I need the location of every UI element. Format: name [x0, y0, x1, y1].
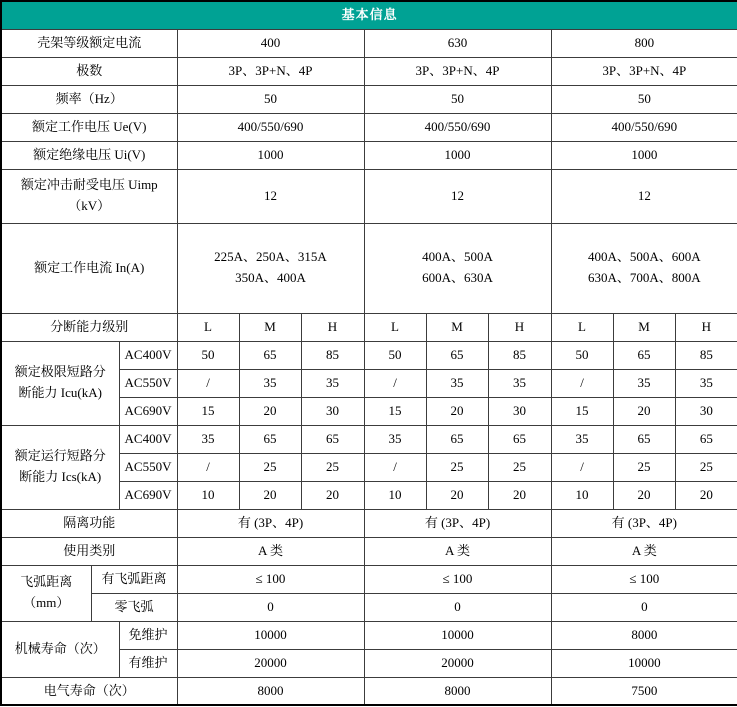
- sub-label-icu-ac550v: AC550V: [119, 369, 177, 397]
- table-cell: M: [239, 313, 301, 341]
- table-cell: 20: [613, 397, 675, 425]
- table-cell: /: [551, 369, 613, 397]
- table-cell: 20: [301, 481, 364, 509]
- table-cell: 85: [675, 341, 737, 369]
- table-cell: 50: [364, 85, 551, 113]
- table-cell: 3P、3P+N、4P: [551, 57, 737, 85]
- table-cell: 有 (3P、4P): [551, 509, 737, 537]
- table-row: [1, 313, 737, 341]
- table-row: [1, 85, 737, 113]
- table-row: [1, 57, 737, 85]
- table-row: [1, 341, 737, 369]
- row-label-uimp: [1, 169, 177, 223]
- row-label-frequency: 频率（Hz）: [1, 85, 177, 113]
- table-cell: 25: [239, 453, 301, 481]
- table-cell: 50: [551, 85, 737, 113]
- row-label-arc-line2: （mm）: [23, 595, 70, 610]
- table-cell: 65: [488, 425, 551, 453]
- table-cell: 35: [613, 369, 675, 397]
- table-cell: 10: [177, 481, 239, 509]
- table-cell: 20: [675, 481, 737, 509]
- table-cell: 50: [177, 341, 239, 369]
- table-cell: 20: [239, 397, 301, 425]
- sub-label-ics-ac690v: AC690V: [119, 481, 177, 509]
- table-cell: 85: [301, 341, 364, 369]
- row-label-usage-category: 使用类别: [1, 537, 177, 565]
- table-title: 基本信息: [1, 1, 737, 29]
- row-label-icu-line2: 断能力 Icu(kA): [18, 385, 102, 400]
- table-cell: 35: [426, 369, 488, 397]
- table-cell: [551, 223, 737, 313]
- table-row: [1, 677, 737, 705]
- table-cell: 有 (3P、4P): [177, 509, 364, 537]
- in-current-col2-line2: 600A、630A: [422, 270, 493, 285]
- table-cell: 35: [488, 369, 551, 397]
- sub-label-maintenance-free: 免维护: [119, 621, 177, 649]
- row-label-ics-line2: 断能力 Ics(kA): [19, 469, 102, 484]
- table-cell: 20: [426, 481, 488, 509]
- table-row: [1, 29, 737, 57]
- table-cell: 0: [364, 593, 551, 621]
- in-current-col1-line2: 350A、400A: [235, 270, 306, 285]
- table-cell: 12: [177, 169, 364, 223]
- table-cell: 65: [239, 341, 301, 369]
- sub-label-arc-with: 有飞弧距离: [91, 565, 177, 593]
- table-row: [1, 223, 737, 313]
- table-cell: 8000: [177, 677, 364, 705]
- table-cell: 400/550/690: [364, 113, 551, 141]
- table-cell: /: [364, 453, 426, 481]
- table-cell: [364, 223, 551, 313]
- row-label-arc-distance: [1, 565, 91, 621]
- table-cell: 65: [301, 425, 364, 453]
- table-cell: 12: [551, 169, 737, 223]
- row-label-arc-line1: 飞弧距离: [20, 574, 73, 590]
- table-cell: 800: [551, 29, 737, 57]
- row-label-elec-life: 电气寿命（次）: [1, 677, 177, 705]
- row-label-icu-line1: 额定极限短路分: [14, 364, 106, 380]
- table-cell: [177, 223, 364, 313]
- table-row: [1, 593, 737, 621]
- sub-label-arc-zero: 零飞弧: [91, 593, 177, 621]
- sub-label-icu-ac690v: AC690V: [119, 397, 177, 425]
- table-cell: /: [177, 369, 239, 397]
- table-row: [1, 509, 737, 537]
- table-cell: 1000: [551, 141, 737, 169]
- row-label-mech-life: 机械寿命（次）: [1, 621, 119, 677]
- table-cell: 15: [364, 397, 426, 425]
- table-cell: 10: [364, 481, 426, 509]
- table-cell: ≤ 100: [177, 565, 364, 593]
- table-cell: 7500: [551, 677, 737, 705]
- table-cell: A 类: [364, 537, 551, 565]
- in-current-col2-line1: 400A、500A: [422, 249, 493, 265]
- sub-label-with-maintenance: 有维护: [119, 649, 177, 677]
- table-cell: 20: [488, 481, 551, 509]
- row-label-ics: [1, 425, 119, 509]
- table-cell: 400: [177, 29, 364, 57]
- table-cell: 3P、3P+N、4P: [177, 57, 364, 85]
- row-label-breaking-level: 分断能力级别: [1, 313, 177, 341]
- row-label-in-current: 额定工作电流 In(A): [1, 223, 177, 313]
- table-cell: 10000: [177, 621, 364, 649]
- table-cell: 50: [551, 341, 613, 369]
- table-cell: 3P、3P+N、4P: [364, 57, 551, 85]
- in-current-col1-line1: 225A、250A、315A: [214, 249, 327, 265]
- table-cell: L: [177, 313, 239, 341]
- table-cell: ≤ 100: [364, 565, 551, 593]
- table-cell: 35: [177, 425, 239, 453]
- table-cell: 65: [675, 425, 737, 453]
- table-cell: H: [301, 313, 364, 341]
- table-cell: H: [675, 313, 737, 341]
- table-cell: M: [613, 313, 675, 341]
- table-cell: 10000: [364, 621, 551, 649]
- table-cell: A 类: [551, 537, 737, 565]
- row-label-ue: 额定工作电压 Ue(V): [1, 113, 177, 141]
- table-row: [1, 537, 737, 565]
- row-label-uimp-line2: （kV）: [68, 198, 111, 213]
- table-cell: 1000: [364, 141, 551, 169]
- table-cell: H: [488, 313, 551, 341]
- table-cell: 35: [551, 425, 613, 453]
- table-cell: 400/550/690: [551, 113, 737, 141]
- table-cell: 20: [426, 397, 488, 425]
- table-cell: 25: [426, 453, 488, 481]
- table-cell: 50: [364, 341, 426, 369]
- table-cell: 25: [613, 453, 675, 481]
- row-label-ui: 额定绝缘电压 Ui(V): [1, 141, 177, 169]
- row-label-poles: 极数: [1, 57, 177, 85]
- row-label-uimp-line1: 额定冲击耐受电压 Uimp: [20, 177, 158, 193]
- table-cell: 65: [426, 341, 488, 369]
- table-cell: 65: [613, 425, 675, 453]
- table-cell: /: [551, 453, 613, 481]
- table-cell: 0: [177, 593, 364, 621]
- table-cell: 15: [177, 397, 239, 425]
- table-cell: 25: [488, 453, 551, 481]
- table-cell: 15: [551, 397, 613, 425]
- table-cell: L: [364, 313, 426, 341]
- table-cell: 20: [613, 481, 675, 509]
- table-cell: 30: [301, 397, 364, 425]
- table-cell: 20000: [364, 649, 551, 677]
- sub-label-icu-ac400v: AC400V: [119, 341, 177, 369]
- table-cell: 35: [239, 369, 301, 397]
- table-row: [1, 425, 737, 453]
- table-cell: /: [177, 453, 239, 481]
- table-cell: 35: [301, 369, 364, 397]
- in-current-col3-line2: 630A、700A、800A: [587, 270, 701, 285]
- table-row: [1, 113, 737, 141]
- table-cell: M: [426, 313, 488, 341]
- table-row: [1, 141, 737, 169]
- table-cell: 12: [364, 169, 551, 223]
- table-cell: 0: [551, 593, 737, 621]
- table-cell: 10000: [551, 649, 737, 677]
- table-cell: 65: [426, 425, 488, 453]
- row-label-frame-current: 壳架等级额定电流: [1, 29, 177, 57]
- table-cell: 85: [488, 341, 551, 369]
- table-cell: 1000: [177, 141, 364, 169]
- table-cell: 35: [675, 369, 737, 397]
- table-cell: 50: [177, 85, 364, 113]
- sub-label-ics-ac400v: AC400V: [119, 425, 177, 453]
- table-cell: 25: [675, 453, 737, 481]
- table-cell: 30: [675, 397, 737, 425]
- row-label-ics-line1: 额定运行短路分: [14, 448, 106, 464]
- table-row: [1, 621, 737, 649]
- sub-label-ics-ac550v: AC550V: [119, 453, 177, 481]
- table-row: [1, 565, 737, 593]
- table-cell: 65: [613, 341, 675, 369]
- table-cell: L: [551, 313, 613, 341]
- table-cell: A 类: [177, 537, 364, 565]
- table-cell: 20000: [177, 649, 364, 677]
- table-cell: 35: [364, 425, 426, 453]
- table-cell: ≤ 100: [551, 565, 737, 593]
- table-cell: 630: [364, 29, 551, 57]
- table-cell: 400/550/690: [177, 113, 364, 141]
- table-cell: 25: [301, 453, 364, 481]
- table-row: [1, 169, 737, 223]
- table-cell: 8000: [364, 677, 551, 705]
- row-label-isolation: 隔离功能: [1, 509, 177, 537]
- table-cell: 10: [551, 481, 613, 509]
- in-current-col3-line1: 400A、500A、600A: [587, 249, 701, 265]
- table-cell: 65: [239, 425, 301, 453]
- table-cell: 有 (3P、4P): [364, 509, 551, 537]
- table-cell: 30: [488, 397, 551, 425]
- row-label-icu: [1, 341, 119, 425]
- table-cell: 8000: [551, 621, 737, 649]
- table-cell: 20: [239, 481, 301, 509]
- table-cell: /: [364, 369, 426, 397]
